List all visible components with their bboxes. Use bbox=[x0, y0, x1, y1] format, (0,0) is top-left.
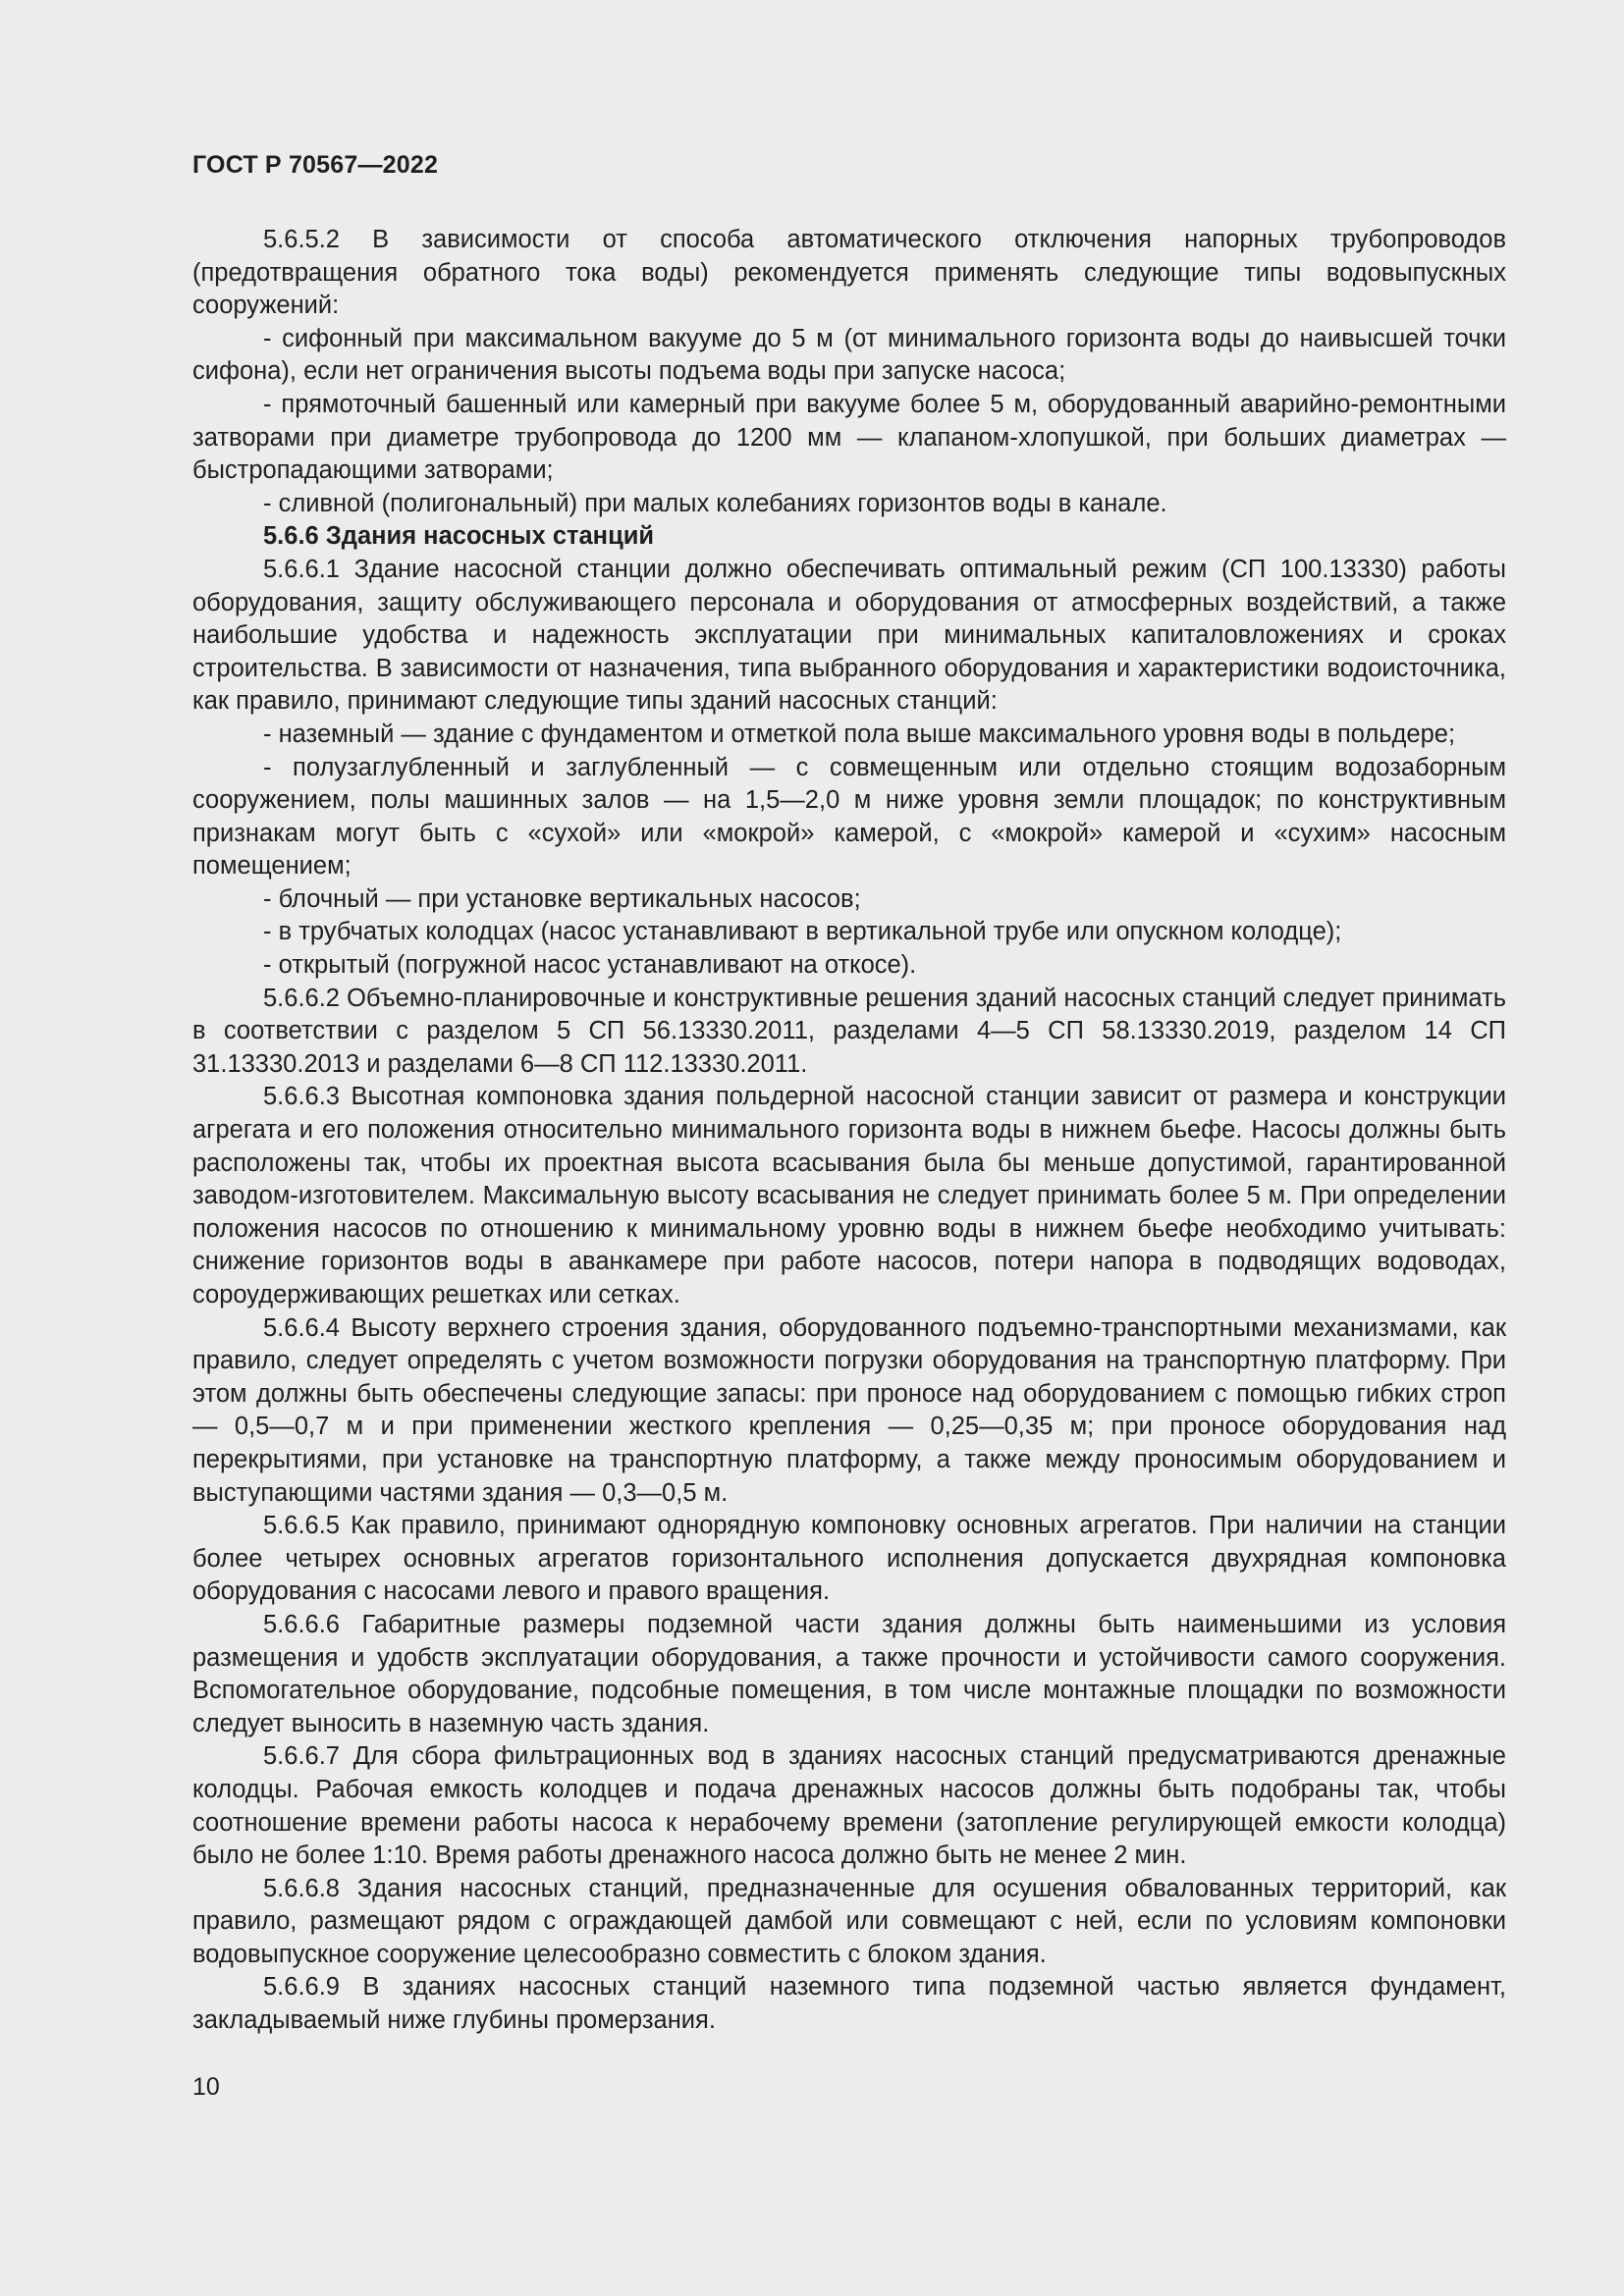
list-item-surface: - наземный — здание с фундаментом и отметкой пола выше максимального уровня воды в польдере; bbox=[263, 720, 1456, 748]
list-item-semi-buried: - полузаглубленный и заглубленный — с совмещенным или отдельно стоящим водозаборным сооружением, полы машинных залов — на 1,5—2,0 м ниже уровня земли площадок; по конструктивным признакам могут быть с «сухой» или «мокрой» камерой, с «мокрой» камерой и «сухим» насосным помещением; bbox=[192, 753, 1506, 881]
clause-5-6-6-5: 5.6.6.5 Как правило, принимают однорядную компоновку основных агрегатов. При наличии на станции более четырех основных агрегатов горизонтального исполнения допускается двухрядная компоновка оборудования с насосами левого и правого вращения. bbox=[192, 1512, 1506, 1606]
list-item-block: - блочный — при установке вертикальных насосов; bbox=[263, 884, 861, 913]
clause-5-6-6-8: 5.6.6.8 Здания насосных станций, предназначенные для осушения обвалованных территорий, как правило, размещают рядом с ограждающей дамбой или совмещают с ней, если по условиям компоновки водовыпускное сооружение целесообразно совместить с блоком здания. bbox=[192, 1874, 1506, 1968]
clause-5-6-6-7: 5.6.6.7 Для сбора фильтрационных вод в зданиях насосных станций предусматриваются дренажные колодцы. Рабочая емкость колодцев и подача дренажных насосов должны быть подобраны так, чтобы соотношение времени работы насоса к нерабочему времени (затопление регулирующей емкости колодца) было не более 1:10. Время работы дренажного насоса должно быть не менее 2 мин. bbox=[192, 1742, 1506, 1870]
standard-designation: ГОСТ Р 70567—2022 bbox=[192, 151, 439, 179]
section-heading-5-6-6: 5.6.6 Здания насосных станций bbox=[263, 522, 655, 551]
list-item-tubular-wells: - в трубчатых колодцах (насос устанавливают в вертикальной трубе или опускном колодце); bbox=[263, 918, 1342, 946]
clause-5-6-6-9: 5.6.6.9 В зданиях насосных станций наземного типа подземной частью является фундамент, закладываемый ниже глубины промерзания. bbox=[192, 1973, 1506, 2035]
list-item-direct-flow: - прямоточный башенный или камерный при вакууме более 5 м, оборудованный аварийно-ремонтными затворами при диаметре трубопровода до 1200 мм — клапаном-хлопушкой, при больших диаметрах — быстропадающими затворами; bbox=[192, 390, 1506, 485]
page-number: 10 bbox=[192, 2073, 220, 2101]
clause-5-6-5-2: 5.6.5.2 В зависимости от способа автоматического отключения напорных трубопроводов (предотвращения обратного тока воды) рекомендуется применять следующие типы водовыпускных сооружений: bbox=[192, 226, 1506, 320]
clause-5-6-6-1: 5.6.6.1 Здание насосной станции должно обеспечивать оптимальный режим (СП 100.13330) работы оборудования, защиту обслуживающего персонала и оборудования от атмосферных воздействий, а также наибольшие удобства и надежность эксплуатации при минимальных капиталовложениях и сроках строительства. В зависимости от назначения, типа выбранного оборудования и характеристики водоисточника, как правило, принимают следующие типы зданий насосных станций: bbox=[192, 555, 1506, 716]
list-item-spillway: - сливной (полигональный) при малых колебаниях горизонтов воды в канале. bbox=[263, 489, 1167, 517]
list-item-open: - открытый (погружной насос устанавливают на откосе). bbox=[263, 951, 917, 980]
list-item-siphon: - сифонный при максимальном вакууме до 5 м (от минимального горизонта воды до наивысшей точки сифона), если нет ограничения высоты подъема воды при запуске насоса; bbox=[192, 324, 1506, 386]
clause-5-6-6-6: 5.6.6.6 Габаритные размеры подземной части здания должны быть наименьшими из условия размещения и удобств эксплуатации оборудования, а также прочности и устойчивости самого сооружения. Вспомогательное оборудование, подсобные помещения, в том числе монтажные площадки по возможности следует выносить в наземную часть здания. bbox=[192, 1610, 1506, 1737]
clause-5-6-6-2: 5.6.6.2 Объемно-планировочные и конструктивные решения зданий насосных станций следует принимать в соответствии с разделом 5 СП 56.13330.2011, разделами 4—5 СП 58.13330.2019, разделом 14 СП 31.13330.2013 и разделами 6—8 СП 112.13330.2011. bbox=[192, 984, 1506, 1078]
clause-5-6-6-4: 5.6.6.4 Высоту верхнего строения здания, оборудованного подъемно-транспортными механизмами, как правило, следует определять с учетом возможности погрузки оборудования на транспортную платформу. При этом должны быть обеспечены следующие запасы: при проносе над оборудованием с помощью гибких строп — 0,5—0,7 м и при применении жесткого крепления — 0,25—0,35 м; при проносе оборудования над перекрытиями, при установке на транспортную платформу, а также между проносимым оборудованием и выступающими частями здания — 0,3—0,5 м. bbox=[192, 1313, 1506, 1507]
clause-5-6-6-3: 5.6.6.3 Высотная компоновка здания польдерной насосной станции зависит от размера и конструкции агрегата и его положения относительно минимального горизонта воды в нижнем бьефе. Насосы должны быть расположены так, чтобы их проектная высота всасывания была бы меньше допустимой, гарантированной заводом-изготовителем. Максимальную высоту всасывания не следует принимать более 5 м. При определении положения насосов по отношению к минимальному уровню воды в нижнем бьефе необходимо учитывать: снижение горизонтов воды в аванкамере при работе насосов, потери напора в подводящих водоводах, сороудерживающих решетках или сетках. bbox=[192, 1083, 1506, 1308]
document-body bbox=[192, 224, 1506, 2038]
